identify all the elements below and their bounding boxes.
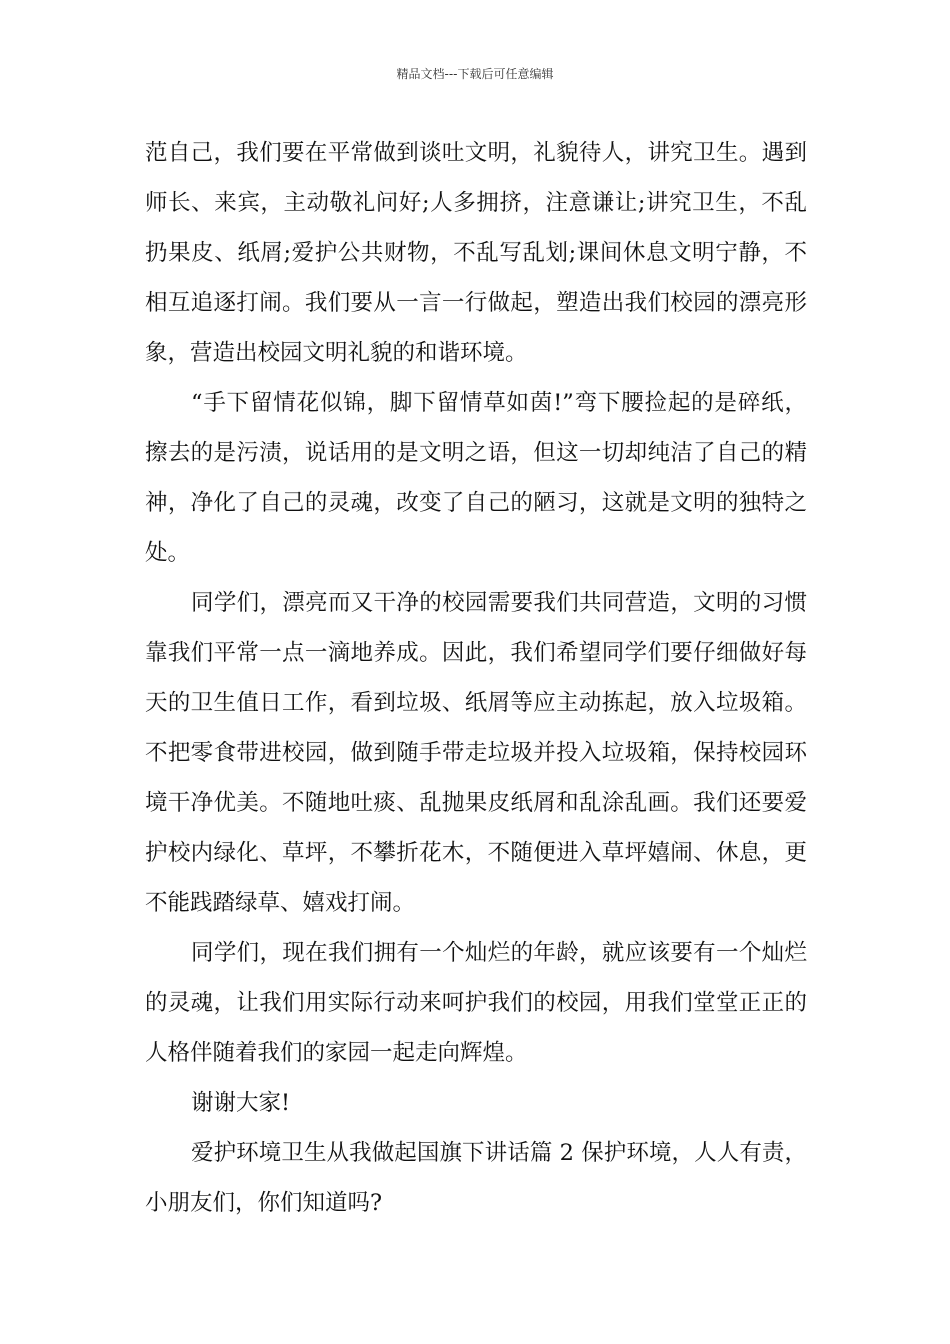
paragraph-6: 爱护环境卫生从我做起国旗下讲话篇 2 保护环境，人人有责，小朋友们，你们知道吗? [145,1140,807,1216]
paragraph-1: 范自己，我们要在平常做到谈吐文明，礼貌待人，讲究卫生。遇到师长、来宾，主动敬礼问好;人多拥挤，注意谦让;讲究卫生，不乱扔果皮、纸屑;爱护公共财物，不乱写乱划;课间休息文明宁静，不相互追逐打闹。我们要从一言一行做起，塑造出我们校园的漂亮形象，营造出校园文明礼貌的和谐环境。 [145,140,807,366]
paragraph-5: 谢谢大家! [191,1090,291,1116]
paragraph-3: 同学们，漂亮而又干净的校园需要我们共同营造，文明的习惯靠我们平常一点一滴地养成。因此，我们希望同学们要仔细做好每天的卫生值日工作，看到垃圾、纸屑等应主动拣起，放入垃圾箱。不把零食带进校园，做到随手带走垃圾并投入垃圾箱，保持校园环境干净优美。不随地吐痰、乱抛果皮纸屑和乱涂乱画。我们还要爱护校内绿化、草坪，不攀折花木，不随便进入草坪嬉闹、休息，更不能践踏绿草、嬉戏打闹。 [145,590,807,916]
document-body [145,128,807,1228]
paragraph-2: “手下留情花似锦，脚下留情草如茵!”弯下腰捡起的是碎纸，擦去的是污渍，说话用的是文明之语，但这一切却纯洁了自己的精神，净化了自己的灵魂，改变了自己的陋习，这就是文明的独特之处。 [145,390,807,566]
page-header: 精品文档---下载后可任意编辑 [396,67,554,81]
paragraph-4: 同学们，现在我们拥有一个灿烂的年龄，就应该要有一个灿烂的灵魂，让我们用实际行动来呵护我们的校园，用我们堂堂正正的人格伴随着我们的家园一起走向辉煌。 [145,940,807,1066]
